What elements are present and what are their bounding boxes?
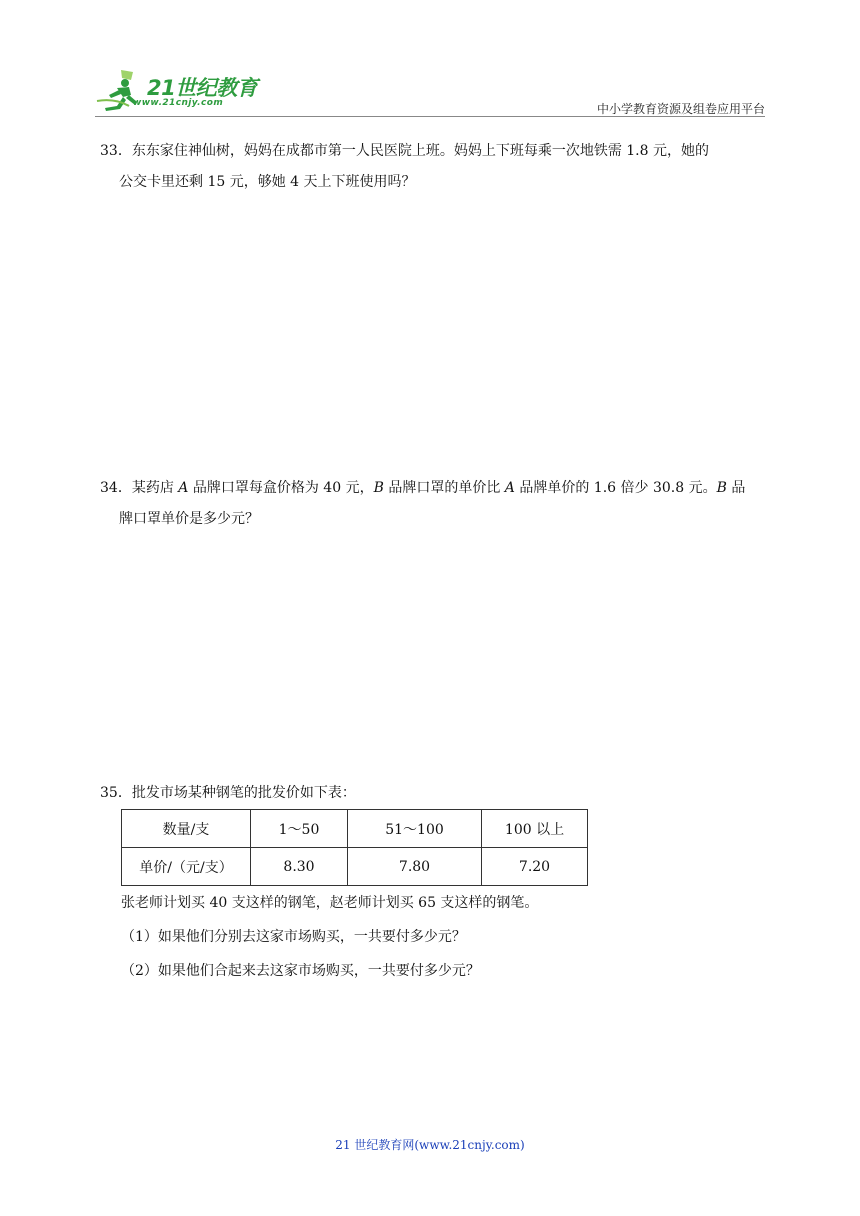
brand-a-label: A [178,480,189,496]
question-35-line1 [100,778,765,809]
page-footer: 21 世纪教育网(www.21cnjy.com) [335,1138,525,1152]
logo-url: www.21cnjy.com [133,98,224,108]
question-34-line2: 牌口罩单价是多少元？ [119,511,259,527]
table-cell: 7.80 [348,848,482,886]
question-35 [100,778,765,809]
question-number: 33． [100,143,132,159]
brand-b-label: B [373,480,384,496]
table-cell: 100 以上 [482,810,588,848]
table-cell: 单价/（元/支） [122,848,251,886]
question-33-text-1: 东东家住神仙树，妈妈在成都市第一人民医院上班。妈妈上下班每乘一次地铁需 1.8 元，她的 [131,143,709,159]
question-number: 35． [100,785,132,801]
table-row [122,848,588,886]
table-cell: 数量/支 [122,810,251,848]
question-34-text-e: 品牌口罩的单价比 [383,480,505,496]
question-34-line1 [100,473,765,504]
logo-title: 21世纪教育 [147,76,258,100]
question-35-statement: 张老师计划买 40 支这样的钢笔，赵老师计划买 65 支这样的钢笔。 [121,895,539,911]
brand-b-label: B [716,480,727,496]
table-cell: 1～50 [251,810,348,848]
site-logo [95,66,285,112]
table-cell: 51～100 [348,810,482,848]
page-header [95,66,765,116]
question-35-part-2: （2）如果他们合起来去这家市场购买，一共要付多少元？ [121,963,480,979]
table-cell: 7.20 [482,848,588,886]
question-34-text-a: 某药店 [131,480,179,496]
question-number: 34． [100,480,132,496]
question-34-text-i: 品 [726,480,746,496]
brand-a-label: A [504,480,515,496]
question-35-intro: 批发市场某种钢笔的批发价如下表： [131,785,356,801]
question-33 [100,136,765,198]
platform-name: 中小学教育资源及组卷应用平台 [596,102,765,116]
question-33-line1 [100,136,765,167]
question-34-text-g: 品牌单价的 1.6 倍少 30.8 元。 [514,480,717,496]
question-35-part-1: （1）如果他们分别去这家市场购买，一共要付多少元？ [121,929,466,945]
price-table [121,809,588,886]
question-34 [100,473,765,535]
table-header-row [122,810,588,848]
question-34-text-c: 品牌口罩每盒价格为 40 元， [188,480,374,496]
header-divider [95,116,765,117]
question-33-line2: 公交卡里还剩 15 元，够她 4 天上下班使用吗？ [119,174,416,190]
table-cell: 8.30 [251,848,348,886]
